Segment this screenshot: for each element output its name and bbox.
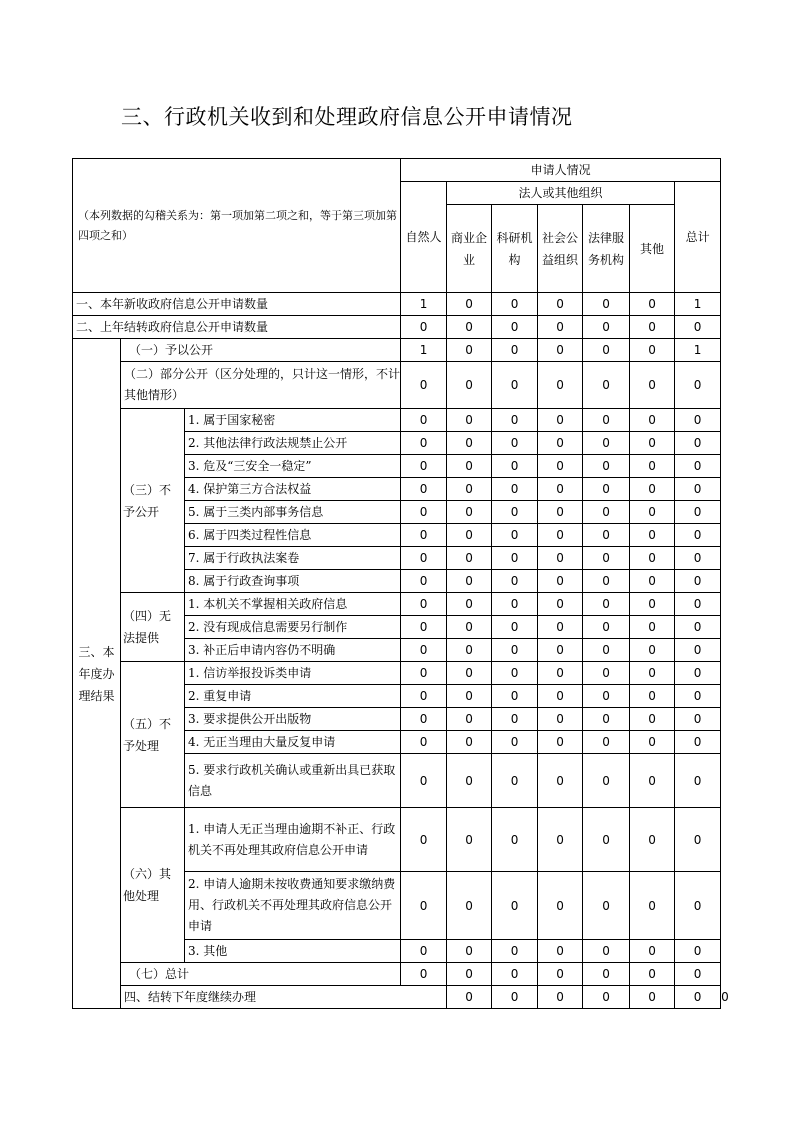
cell-value: 0 bbox=[538, 963, 583, 986]
cell-value: 1 bbox=[675, 293, 721, 316]
cell-value: 0 bbox=[630, 455, 675, 478]
cell-value: 0 bbox=[583, 808, 630, 872]
cell-value: 0 bbox=[675, 662, 721, 685]
cell-value: 0 bbox=[583, 872, 630, 940]
cell-value: 0 bbox=[447, 685, 492, 708]
cell-value: 0 bbox=[675, 570, 721, 593]
cell-value: 0 bbox=[492, 547, 538, 570]
row-label: 一、本年新收政府信息公开申请数量 bbox=[73, 293, 401, 316]
cell-value: 0 bbox=[630, 731, 675, 754]
cell-value: 0 bbox=[583, 708, 630, 731]
cell-value: 0 bbox=[538, 685, 583, 708]
cell-value: 0 bbox=[538, 316, 583, 339]
cell-value: 0 bbox=[538, 409, 583, 432]
row-label: 2. 申请人逾期未按收费通知要求缴纳费用、行政机关不再处理其政府信息公开申请 bbox=[185, 872, 401, 940]
cell-value: 0 bbox=[675, 616, 721, 639]
cell-value: 0 bbox=[447, 808, 492, 872]
header-research: 科研机构 bbox=[492, 205, 538, 293]
cell-value: 0 bbox=[630, 963, 675, 986]
cell-value: 0 bbox=[583, 685, 630, 708]
group-label: （六）其他处理 bbox=[121, 808, 185, 963]
cell-value: 0 bbox=[492, 940, 538, 963]
cell-value: 0 bbox=[675, 685, 721, 708]
cell-value: 0 bbox=[675, 940, 721, 963]
cell-value: 0 bbox=[492, 478, 538, 501]
cell-value: 0 bbox=[583, 616, 630, 639]
cell-value: 0 bbox=[492, 754, 538, 808]
row-label: 3. 要求提供公开出版物 bbox=[185, 708, 401, 731]
row-label: 1. 申请人无正当理由逾期不补正、行政机关不再处理其政府信息公开申请 bbox=[185, 808, 401, 872]
cell-value: 0 bbox=[630, 708, 675, 731]
row-label: 1. 属于国家秘密 bbox=[185, 409, 401, 432]
row-label: 3. 危及“三安全一稳定” bbox=[185, 455, 401, 478]
cell-value: 0 bbox=[538, 872, 583, 940]
cell-value: 0 bbox=[492, 639, 538, 662]
cell-value: 0 bbox=[630, 339, 675, 362]
cell-value: 0 bbox=[538, 478, 583, 501]
cell-value: 0 bbox=[447, 963, 492, 986]
cell-value: 0 bbox=[492, 455, 538, 478]
header-applicant-situation: 申请人情况 bbox=[401, 159, 721, 182]
cell-value: 0 bbox=[447, 293, 492, 316]
cell-value: 0 bbox=[630, 362, 675, 409]
cell-value: 0 bbox=[538, 639, 583, 662]
cell-value: 0 bbox=[630, 501, 675, 524]
row-label: 二、上年结转政府信息公开申请数量 bbox=[73, 316, 401, 339]
cell-value: 0 bbox=[675, 963, 721, 986]
cell-value: 0 bbox=[583, 547, 630, 570]
cell-value: 0 bbox=[447, 409, 492, 432]
cell-value: 0 bbox=[630, 524, 675, 547]
cell-value: 0 bbox=[538, 547, 583, 570]
cell-value: 0 bbox=[583, 409, 630, 432]
table-row bbox=[73, 409, 721, 432]
cell-value: 0 bbox=[583, 316, 630, 339]
cell-value: 0 bbox=[583, 940, 630, 963]
row-label: 4. 保护第三方合法权益 bbox=[185, 478, 401, 501]
table-row bbox=[73, 316, 721, 339]
cell-value: 0 bbox=[630, 409, 675, 432]
header-natural-person: 自然人 bbox=[401, 182, 447, 293]
cell-value: 0 bbox=[401, 662, 447, 685]
cell-value: 0 bbox=[538, 593, 583, 616]
row-label: （二）部分公开（区分处理的，只计这一情形，不计其他情形） bbox=[121, 362, 401, 409]
cell-value: 0 bbox=[675, 708, 721, 731]
cell-value: 1 bbox=[401, 339, 447, 362]
cell-value: 0 bbox=[583, 455, 630, 478]
cell-value: 0 bbox=[401, 754, 447, 808]
cell-value: 0 bbox=[401, 409, 447, 432]
cell-value: 0 bbox=[630, 662, 675, 685]
cell-value: 0 bbox=[447, 362, 492, 409]
cell-value: 0 bbox=[630, 685, 675, 708]
row-label: 2. 没有现成信息需要另行制作 bbox=[185, 616, 401, 639]
cell-value: 0 bbox=[401, 731, 447, 754]
cell-value: 0 bbox=[538, 940, 583, 963]
cell-value: 0 bbox=[538, 808, 583, 872]
cell-value: 0 bbox=[583, 501, 630, 524]
cell-value: 1 bbox=[401, 293, 447, 316]
cell-value: 0 bbox=[583, 662, 630, 685]
cell-value: 0 bbox=[492, 409, 538, 432]
cell-value: 0 bbox=[538, 455, 583, 478]
cell-value: 0 bbox=[675, 808, 721, 872]
cell-value: 0 bbox=[675, 478, 721, 501]
cell-value: 0 bbox=[630, 986, 675, 1009]
cell-value: 0 bbox=[492, 570, 538, 593]
cell-value: 0 bbox=[583, 963, 630, 986]
group-label: （四）无法提供 bbox=[121, 593, 185, 662]
cell-value: 0 bbox=[538, 616, 583, 639]
cell-value: 0 bbox=[447, 524, 492, 547]
row-label: 5. 要求行政机关确认或重新出具已获取信息 bbox=[185, 754, 401, 808]
header-other: 其他 bbox=[630, 205, 675, 293]
cell-value: 0 bbox=[401, 501, 447, 524]
cell-value: 0 bbox=[492, 593, 538, 616]
cell-value: 0 bbox=[583, 293, 630, 316]
row-label: 5. 属于三类内部事务信息 bbox=[185, 501, 401, 524]
header-legal-service: 法律服务机构 bbox=[583, 205, 630, 293]
cell-value: 0 bbox=[447, 639, 492, 662]
table-row bbox=[73, 593, 721, 616]
cell-value: 0 bbox=[401, 616, 447, 639]
cell-value: 0 bbox=[675, 754, 721, 808]
section-3-label: 三、本年度办理结果 bbox=[73, 339, 121, 1009]
cell-value: 0 bbox=[492, 339, 538, 362]
cell-value: 0 bbox=[492, 501, 538, 524]
cell-value: 0 bbox=[675, 524, 721, 547]
cell-value: 0 bbox=[447, 570, 492, 593]
cell-value: 0 bbox=[401, 593, 447, 616]
cell-value: 0 bbox=[675, 455, 721, 478]
cell-value: 0 bbox=[447, 478, 492, 501]
cell-value: 0 bbox=[675, 731, 721, 754]
cell-value: 0 bbox=[401, 639, 447, 662]
cell-value: 0 bbox=[630, 593, 675, 616]
header-note: （本列数据的勾稽关系为：第一项加第二项之和，等于第三项加第四项之和） bbox=[73, 159, 401, 293]
cell-value: 0 bbox=[492, 316, 538, 339]
row-label: 2. 重复申请 bbox=[185, 685, 401, 708]
cell-value: 0 bbox=[492, 362, 538, 409]
cell-value: 0 bbox=[401, 547, 447, 570]
cell-value: 0 bbox=[401, 963, 447, 986]
cell-value: 0 bbox=[401, 455, 447, 478]
table-row bbox=[73, 339, 721, 362]
cell-value: 0 bbox=[492, 524, 538, 547]
header-legal-group: 法人或其他组织 bbox=[447, 182, 675, 205]
row-label: 2. 其他法律行政法规禁止公开 bbox=[185, 432, 401, 455]
cell-value: 0 bbox=[492, 963, 538, 986]
cell-value: 0 bbox=[583, 524, 630, 547]
cell-value: 0 bbox=[447, 616, 492, 639]
cell-value: 0 bbox=[675, 872, 721, 940]
cell-value: 0 bbox=[447, 662, 492, 685]
cell-value: 0 bbox=[675, 986, 721, 1009]
cell-value: 0 bbox=[401, 524, 447, 547]
cell-value: 0 bbox=[538, 754, 583, 808]
gov-info-request-table bbox=[72, 158, 729, 1009]
header-social-welfare: 社会公益组织 bbox=[538, 205, 583, 293]
cell-value: 0 bbox=[675, 362, 721, 409]
cell-value: 0 bbox=[538, 662, 583, 685]
cell-value: 0 bbox=[447, 986, 492, 1009]
row-label: 1. 本机关不掌握相关政府信息 bbox=[185, 593, 401, 616]
cell-value: 0 bbox=[630, 639, 675, 662]
cell-value: 0 bbox=[492, 685, 538, 708]
cell-value: 0 bbox=[538, 524, 583, 547]
cell-value: 0 bbox=[630, 432, 675, 455]
cell-value: 0 bbox=[492, 432, 538, 455]
cell-value: 0 bbox=[401, 872, 447, 940]
cell-value: 0 bbox=[630, 808, 675, 872]
cell-value: 0 bbox=[675, 316, 721, 339]
cell-value: 0 bbox=[583, 593, 630, 616]
cell-value: 0 bbox=[492, 616, 538, 639]
cell-value: 0 bbox=[401, 570, 447, 593]
row-label: 6. 属于四类过程性信息 bbox=[185, 524, 401, 547]
table-row: 四、结转下年度继续办理 0 0 0 0 0 0 0 bbox=[73, 986, 721, 1009]
cell-value: 0 bbox=[447, 316, 492, 339]
cell-value: 0 bbox=[401, 808, 447, 872]
cell-value: 0 bbox=[630, 940, 675, 963]
cell-value: 0 bbox=[447, 501, 492, 524]
row-label: 1. 信访举报投诉类申请 bbox=[185, 662, 401, 685]
cell-value: 0 bbox=[630, 478, 675, 501]
header-total: 总计 bbox=[675, 182, 721, 293]
cell-value: 0 bbox=[401, 362, 447, 409]
cell-value: 0 bbox=[675, 593, 721, 616]
row-label: 四、结转下年度继续办理 bbox=[121, 986, 447, 1009]
cell-value: 0 bbox=[630, 547, 675, 570]
cell-value: 0 bbox=[583, 432, 630, 455]
cell-value: 0 bbox=[401, 478, 447, 501]
cell-value: 0 bbox=[492, 708, 538, 731]
cell-value: 0 bbox=[583, 362, 630, 409]
cell-value: 0 bbox=[583, 731, 630, 754]
cell-value: 0 bbox=[538, 339, 583, 362]
row-label: 4. 无正当理由大量反复申请 bbox=[185, 731, 401, 754]
cell-value: 0 bbox=[538, 731, 583, 754]
row-label: 3. 补正后申请内容仍不明确 bbox=[185, 639, 401, 662]
header-commercial: 商业企业 bbox=[447, 205, 492, 293]
cell-value: 0 bbox=[675, 432, 721, 455]
cell-value: 0 bbox=[447, 593, 492, 616]
cell-value: 0 bbox=[675, 409, 721, 432]
cell-value: 0 bbox=[538, 986, 583, 1009]
cell-value: 0 bbox=[492, 872, 538, 940]
cell-value: 0 bbox=[401, 940, 447, 963]
row-label: （七）总计 bbox=[121, 963, 401, 986]
table-row bbox=[73, 963, 721, 986]
cell-value: 0 bbox=[401, 685, 447, 708]
cell-value: 0 bbox=[492, 293, 538, 316]
cell-value: 0 bbox=[675, 639, 721, 662]
cell-value: 0 bbox=[447, 708, 492, 731]
cell-value: 0 bbox=[492, 662, 538, 685]
cell-value: 0 bbox=[630, 570, 675, 593]
cell-value: 0 bbox=[583, 986, 630, 1009]
group-label: （三）不予公开 bbox=[121, 409, 185, 593]
page-title: 三、行政机关收到和处理政府信息公开申请情况 bbox=[121, 105, 573, 129]
cell-value: 0 bbox=[583, 478, 630, 501]
row-label: （一）予以公开 bbox=[121, 339, 401, 362]
row-label: 7. 属于行政执法案卷 bbox=[185, 547, 401, 570]
cell-value: 0 bbox=[447, 432, 492, 455]
cell-value: 0 bbox=[630, 754, 675, 808]
cell-value: 0 bbox=[675, 501, 721, 524]
cell-value: 0 bbox=[538, 501, 583, 524]
cell-value: 0 bbox=[447, 872, 492, 940]
cell-value: 0 bbox=[583, 754, 630, 808]
cell-value: 0 bbox=[630, 316, 675, 339]
cell-value: 0 bbox=[401, 432, 447, 455]
cell-value: 1 bbox=[675, 339, 721, 362]
cell-value: 0 bbox=[583, 639, 630, 662]
row-label: 3. 其他 bbox=[185, 940, 401, 963]
cell-value: 0 bbox=[401, 316, 447, 339]
cell-value: 0 bbox=[583, 570, 630, 593]
cell-value: 0 bbox=[447, 940, 492, 963]
cell-value: 0 bbox=[447, 754, 492, 808]
table-row bbox=[73, 662, 721, 685]
cell-value: 0 bbox=[538, 708, 583, 731]
cell-value: 0 bbox=[538, 362, 583, 409]
row-label: 8. 属于行政查询事项 bbox=[185, 570, 401, 593]
group-label: （五）不予处理 bbox=[121, 662, 185, 808]
cell-value: 0 bbox=[401, 708, 447, 731]
table-row bbox=[73, 293, 721, 316]
cell-value: 0 bbox=[492, 808, 538, 872]
table-row bbox=[73, 808, 721, 872]
cell-value: 0 bbox=[675, 547, 721, 570]
cell-value: 0 bbox=[630, 872, 675, 940]
cell-value: 0 bbox=[492, 731, 538, 754]
cell-value: 0 bbox=[447, 547, 492, 570]
cell-value: 0 bbox=[538, 293, 583, 316]
cell-value: 0 bbox=[447, 731, 492, 754]
table-row bbox=[73, 362, 721, 409]
cell-value: 0 bbox=[630, 293, 675, 316]
cell-value: 0 bbox=[492, 986, 538, 1009]
cell-value: 0 bbox=[538, 432, 583, 455]
cell-value: 0 bbox=[447, 455, 492, 478]
cell-value: 0 bbox=[538, 570, 583, 593]
cell-value: 0 bbox=[583, 339, 630, 362]
cell-value: 0 bbox=[630, 616, 675, 639]
cell-value: 0 bbox=[447, 339, 492, 362]
